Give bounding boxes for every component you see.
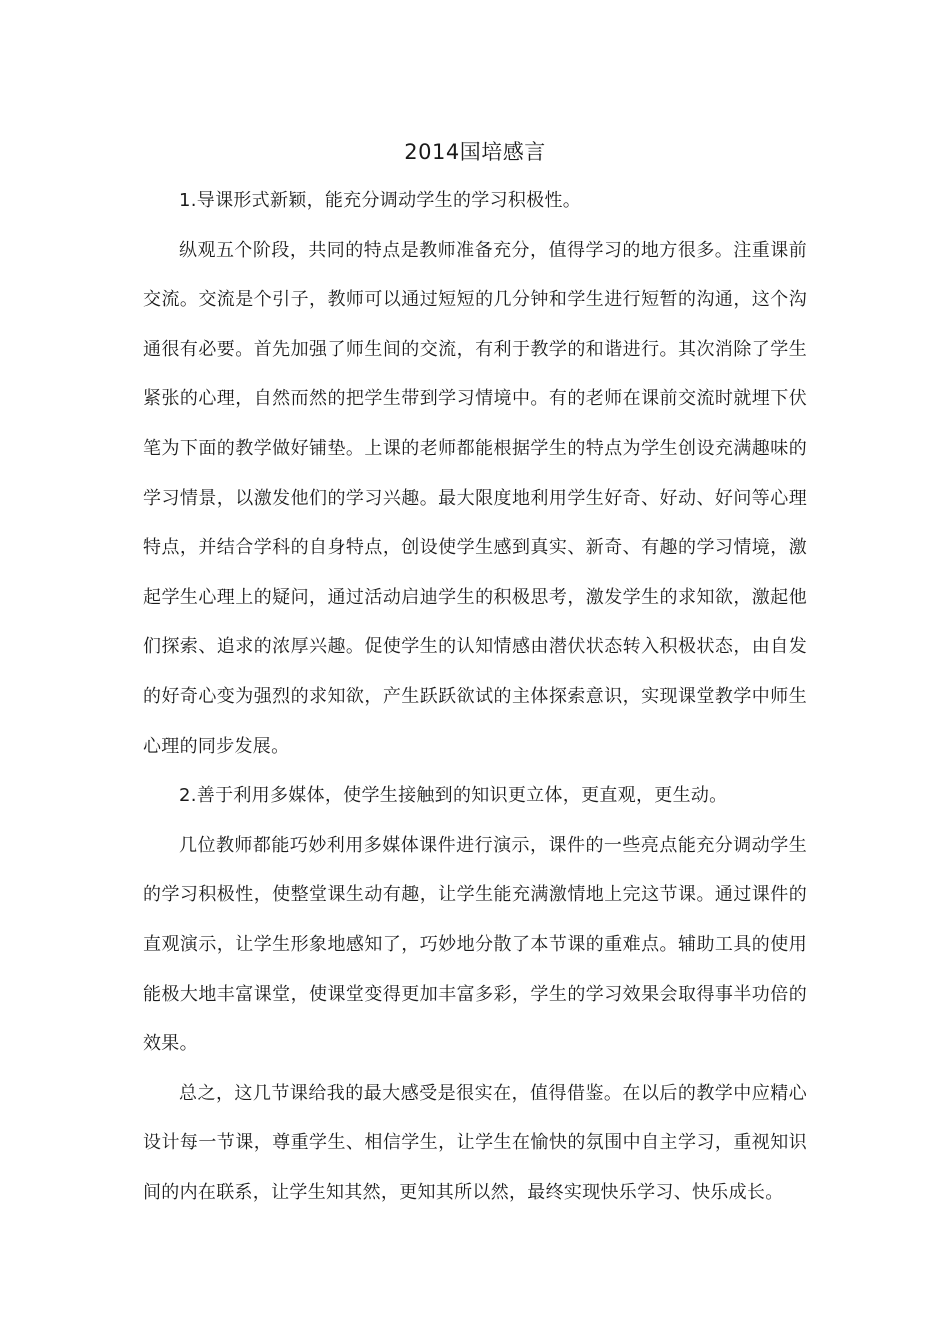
document-title: 2014国培感言 xyxy=(404,140,546,164)
paragraph-body-1: 纵观五个阶段，共同的特点是教师准备充分，值得学习的地方很多。注重课前交流。交流是个引子，教师可以通过短短的几分钟和学生进行短暂的沟通，这个沟通很有必要。首先加强了师生间的交流，有利于教学的和谐进行。其次消除了学生紧张的心理，自然而然的把学生带到学习情境中。有的老师在课前交流时就埋下伏笔为下面的教学做好铺垫。上课的老师都能根据学生的特点为学生创设充满趣味的学习情景，以激发他们的学习兴趣。最大限度地利用学生好奇、好动、好问等心理特点，并结合学科的自身特点，创设使学生感到真实、新奇、有趣的学习情境，激起学生心理上的疑问，通过活动启迪学生的积极思考，激发学生的求知欲，激起他们探索、追求的浓厚兴趣。促使学生的认知情感由潜伏状态转入积极状态，由自发的好奇心变为强烈的求知欲，产生跃跃欲试的主体探索意识，实现课堂教学中师生心理的同步发展。 xyxy=(143,239,807,757)
paragraph-heading-2: 2.善于利用多媒体，使学生接触到的知识更立体，更直观，更生动。 xyxy=(179,785,728,807)
paragraph-conclusion: 总之，这几节课给我的最大感受是很实在，值得借鉴。在以后的教学中应精心设计每一节课，尊重学生、相信学生，让学生在愉快的氛围中自主学习，重视知识间的内在联系，让学生知其然，更知其所以然，最终实现快乐学习、快乐成长。 xyxy=(143,1082,807,1203)
paragraph-heading-1: 1.导课形式新颖，能充分调动学生的学习积极性。 xyxy=(179,190,582,211)
paragraph-body-2: 几位教师都能巧妙利用多媒体课件进行演示，课件的一些亮点能充分调动学生的学习积极性，使整堂课生动有趣，让学生能充满激情地上完这节课。通过课件的直观演示，让学生形象地感知了，巧妙地分散了本节课的重难点。辅助工具的使用能极大地丰富课堂，使课堂变得更加丰富多彩，学生的学习效果会取得事半功倍的效果。 xyxy=(143,834,807,1055)
document-body xyxy=(143,176,807,1217)
